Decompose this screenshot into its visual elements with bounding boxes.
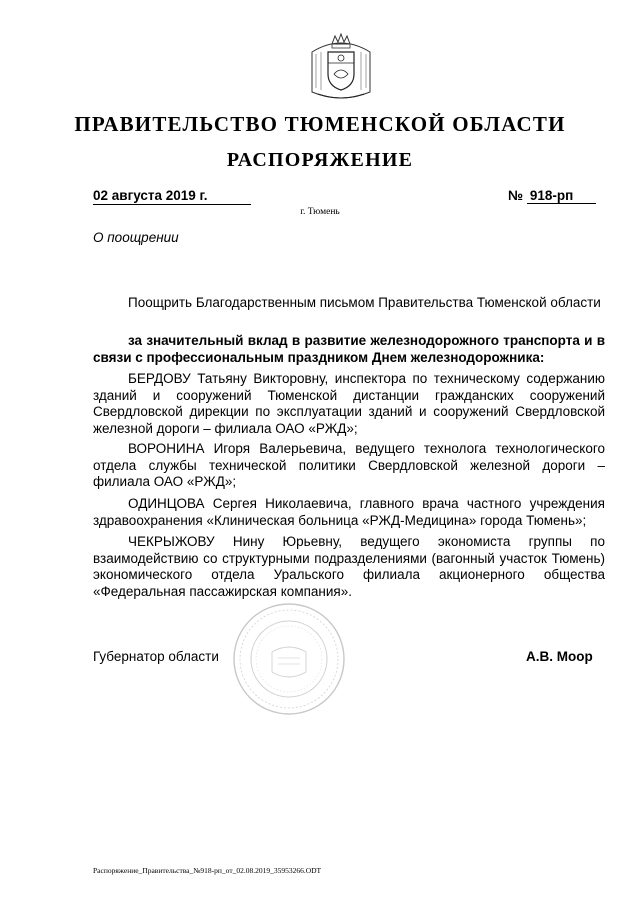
document-date: 02 августа 2019 г. [93, 188, 251, 205]
number-sign: № [508, 188, 524, 203]
reason-paragraph: за значительный вклад в развитие железнодорожного транспорта и в связи с профессиональным праздником Днем железнодорожника: [93, 333, 605, 365]
coat-of-arms-emblem [304, 30, 378, 106]
signer-position: Губернатор области [93, 649, 219, 664]
document-type: РАСПОРЯЖЕНИЕ [226, 149, 414, 171]
file-name-footer: Распоряжение_Правительства_№918-рп_от_02.08.2019_35953266.ODT [93, 866, 322, 875]
intro-paragraph: Поощрить Благодарственным письмом Правительства Тюменской области [128, 295, 601, 310]
recipient-paragraph: ВОРОНИНА Игоря Валерьевича, ведущего технолога технологического отдела службы технической политики Свердловской железной дороги – филиала ОАО «РЖД»; [93, 441, 605, 489]
signer-name: А.В. Моор [526, 649, 593, 664]
recipient-paragraph: БЕРДОВУ Татьяну Викторовну, инспектора по техническому содержанию зданий и сооружений Тюменской дистанции гражданских сооружений Свердловской дирекции по эксплуатации зданий и сооружений Свердловской железной дороги – филиала ОАО «РЖД»; [93, 371, 605, 436]
document-number [508, 188, 603, 204]
recipient-paragraph: ЧЕКРЫЖОВУ Нину Юрьевну, ведущего экономиста группы по взаимодействию со структурными подразделениями (вагонный участок Тюмень) экономического отдела Уральского филиала акционерного общества «Федеральная пассажирская компания». [93, 534, 605, 599]
document-city: г. Тюмень [300, 207, 340, 217]
recipient-paragraph: ОДИНЦОВА Сергея Николаевича, главного врача частного учреждения здравоохранения «Клиническая больница «РЖД-Медицина» города Тюмень»; [93, 496, 605, 528]
government-title: ПРАВИТЕЛЬСТВО ТЮМЕНСКОЙ ОБЛАСТИ [74, 112, 566, 136]
official-stamp-seal [232, 602, 346, 716]
number-value: 918-рп [527, 188, 596, 204]
document-subject: О поощрении [93, 230, 179, 245]
